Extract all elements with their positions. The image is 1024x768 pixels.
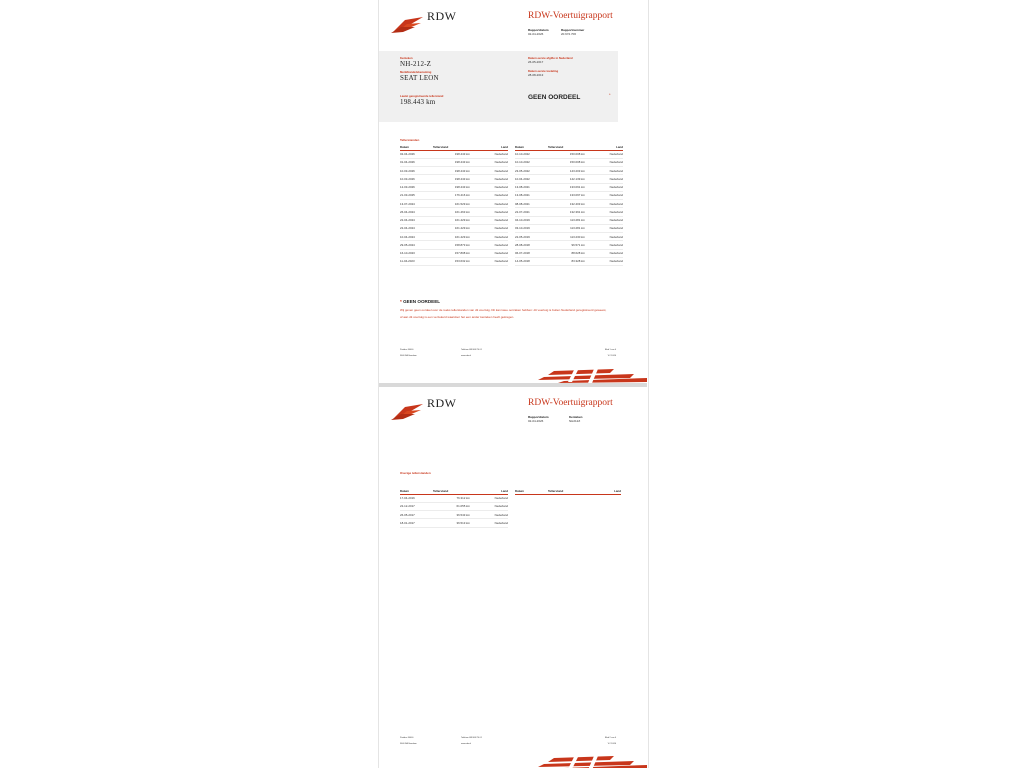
row-land: Nederland	[472, 158, 508, 166]
table-row	[400, 216, 508, 224]
row-date: 17-04-2016	[400, 494, 433, 502]
row-land: Nederland	[472, 208, 508, 216]
table-row	[515, 241, 623, 249]
tellerstanden-table-left: Datum Tellerstand Land 02-04-2026 198.443 km Nederland 01-04-2026 198.443 km Nederland 10-03-2026 198.443 km Nederland 10-03-2026 198.443 km Nederland 12-03-2026 198.443 km Nederland 21-03-2025 176.416 km Nederland 13-07-2024 161.529 km Nederland 26-04-2024 161.463 km Nederland 22-04-2024 161.429 km Nederland 22-04-2024 161.429 km Nederland 10-04-2024 161.429 km Nederland 29-05-2024 158.873 km Nederland 16-10-2023 157.808 km Nederland 11-04-2023 153.632 km Nederland	[400, 144, 508, 266]
footnote-title: * GEEN OORDEEL	[400, 299, 441, 304]
report-page-1	[379, 0, 647, 383]
row-date: 22-04-2024	[400, 216, 433, 224]
kenteken-label: Kenteken	[400, 56, 413, 60]
table-row	[515, 249, 623, 257]
table-row	[400, 183, 508, 191]
table-row	[400, 224, 508, 232]
table-row	[400, 233, 508, 241]
table-row	[515, 224, 623, 232]
row-land: Nederland	[587, 175, 623, 183]
row-date: 21-03-2025	[400, 191, 433, 199]
row-tellerstand: 133.091 km	[548, 183, 587, 191]
tellerstanden-table-right: Datum Tellerstand Land 10-10-2022 150.008 km Nederland 10-10-2022 150.008 km Nederland 23-05-2022 143.203 km Nederland 10-04-2022 142.139 km Nederland 13-08-2021 133.091 km Nederland 13-08-2021 133.097 km Nederland 08-08-2021 132.403 km Nederland 22-07-2021 132.391 km Nederland 04-10-2019 113.281 km Nederland 03-10-2019 113.281 km Nederland 22-05-2019 113.230 km Nederland 28-08-2018 96.571 km Nederland 06-07-2018 88.628 km Nederland 14-05-2018 83.328 km Nederland	[515, 144, 623, 266]
table-row	[400, 167, 508, 175]
row-tellerstand: 153.632 km	[433, 257, 472, 265]
footer-page-info: Blad 2 van 4 V.2 10/16	[605, 737, 617, 745]
row-tellerstand: 150.008 km	[548, 150, 587, 158]
row-date: 03-10-2019	[515, 224, 548, 232]
meta-report-number: Rapportnummer 20.972.706	[561, 28, 585, 37]
row-date: 22-04-2024	[400, 224, 433, 232]
row-date: 04-10-2019	[515, 216, 548, 224]
table-row	[400, 175, 508, 183]
table-row	[515, 183, 623, 191]
row-date: 02-04-2026	[400, 150, 433, 158]
kenteken-value: NH-212-Z	[400, 60, 432, 68]
row-date: 22-12-2017	[400, 502, 433, 510]
merk-label: Merk/Handelsbenaming	[400, 70, 432, 74]
row-land: Nederland	[587, 233, 623, 241]
row-land: Nederland	[587, 183, 623, 191]
table-row	[400, 150, 508, 158]
row-date: 10-04-2022	[515, 175, 548, 183]
row-land: Nederland	[587, 191, 623, 199]
row-tellerstand: 158.873 km	[433, 241, 472, 249]
eerste-afgifte-label: Datum eerste afgifte in Nederland	[528, 56, 573, 60]
oordeel-verdict: GEEN OORDEEL	[528, 94, 581, 101]
row-tellerstand: 157.808 km	[433, 249, 472, 257]
report-title: RDW-Voertuigrapport	[528, 398, 613, 408]
rdw-stripes-icon	[534, 756, 647, 768]
table-row	[515, 175, 623, 183]
row-date: 10-03-2026	[400, 175, 433, 183]
row-date: 10-10-2022	[515, 150, 548, 158]
row-land: Nederland	[472, 502, 508, 510]
row-land: Nederland	[472, 175, 508, 183]
table-row	[400, 158, 508, 166]
row-land: Nederland	[587, 257, 623, 265]
table-row	[515, 200, 623, 208]
row-date: 16-10-2023	[400, 249, 433, 257]
table-row	[515, 208, 623, 216]
meta-kenteken: Kenteken NH212Z	[569, 415, 583, 424]
row-tellerstand: 150.008 km	[548, 158, 587, 166]
row-tellerstand: 61.055 km	[433, 502, 472, 510]
table-row	[515, 257, 623, 265]
row-date: 06-07-2018	[515, 249, 548, 257]
rdw-logo-icon	[391, 401, 425, 421]
table-row	[400, 208, 508, 216]
table-row	[400, 519, 508, 527]
row-tellerstand: 161.429 km	[433, 233, 472, 241]
row-date: 23-05-2022	[515, 167, 548, 175]
row-tellerstand: 113.281 km	[548, 216, 587, 224]
row-land: Nederland	[472, 191, 508, 199]
overige-tellerstanden-title: Overige tellerstanden	[400, 471, 431, 475]
row-tellerstand: 113.281 km	[548, 224, 587, 232]
viewer-left-margin	[0, 0, 379, 768]
overige-table-left: Datum Tellerstand Land 17-04-2016 76.312 km Nederland 22-12-2017 61.055 km Nederland 26-05-2017 36.543 km Nederland 18-01-2017 36.513 km Nederland	[400, 488, 508, 528]
row-tellerstand: 113.230 km	[548, 233, 587, 241]
row-date: 13-08-2021	[515, 183, 548, 191]
row-date: 11-04-2023	[400, 257, 433, 265]
row-tellerstand: 76.312 km	[433, 494, 472, 502]
row-tellerstand: 198.443 km	[433, 158, 472, 166]
row-tellerstand: 133.097 km	[548, 191, 587, 199]
rdw-stripes-icon	[534, 369, 647, 383]
table-row	[400, 249, 508, 257]
row-land: Nederland	[587, 249, 623, 257]
row-land: Nederland	[472, 257, 508, 265]
row-land: Nederland	[472, 167, 508, 175]
row-tellerstand: 142.139 km	[548, 175, 587, 183]
vehicle-info-box	[379, 51, 618, 122]
footer-address: Postbus 30000 9640 RA Veendam	[400, 737, 417, 745]
table-row	[515, 191, 623, 199]
eerste-afgifte-value: 26-05-2017	[528, 60, 544, 64]
row-land: Nederland	[587, 216, 623, 224]
row-date: 29-05-2024	[400, 241, 433, 249]
row-tellerstand: 161.463 km	[433, 208, 472, 216]
row-date: 13-07-2024	[400, 200, 433, 208]
row-tellerstand: 198.443 km	[433, 183, 472, 191]
row-land: Nederland	[472, 241, 508, 249]
footer-address: Postbus 30000 9640 RA Veendam	[400, 349, 417, 357]
row-date: 26-04-2024	[400, 208, 433, 216]
row-tellerstand: 161.429 km	[433, 224, 472, 232]
row-date: 10-10-2022	[515, 158, 548, 166]
table-row	[515, 216, 623, 224]
table-row	[400, 191, 508, 199]
viewer-right-margin	[648, 0, 1024, 768]
row-tellerstand: 176.416 km	[433, 191, 472, 199]
eerste-toelating-value: 28-08-2013	[528, 73, 544, 77]
row-land: Nederland	[472, 249, 508, 257]
row-date: 12-03-2026	[400, 183, 433, 191]
row-land: Nederland	[472, 150, 508, 158]
oordeel-asterisk: *	[609, 92, 611, 97]
footer-contact: Telefoon 088 008 74 01 www.rdw.nl	[461, 349, 482, 357]
row-tellerstand: 198.443 km	[433, 150, 472, 158]
row-land: Nederland	[472, 216, 508, 224]
row-tellerstand: 143.203 km	[548, 167, 587, 175]
row-tellerstand: 88.628 km	[548, 249, 587, 257]
tellerstanden-title: Tellerstanden	[400, 138, 420, 142]
row-land: Nederland	[587, 200, 623, 208]
row-land: Nederland	[587, 241, 623, 249]
row-land: Nederland	[472, 494, 508, 502]
row-date: 14-05-2018	[515, 257, 548, 265]
overige-table-right: Datum Tellerstand Land	[515, 488, 621, 493]
table-row	[515, 233, 623, 241]
row-tellerstand: 198.443 km	[433, 167, 472, 175]
row-tellerstand: 83.328 km	[548, 257, 587, 265]
row-date: 13-08-2021	[515, 191, 548, 199]
row-date: 18-01-2017	[400, 519, 433, 527]
report-title: RDW-Voertuigrapport	[528, 11, 613, 21]
table-row	[400, 502, 508, 510]
rdw-logo-text: RDW	[427, 396, 457, 410]
row-tellerstand: 36.543 km	[433, 511, 472, 519]
row-land: Nederland	[587, 224, 623, 232]
laatste-tellerstand-value: 198.443 km	[400, 98, 436, 106]
footnote-text: Wij geven geen oordeel over de reeks tellerstanden van dit voertuig. Dit kan twee oorzaken hebben: dit voertuig is buiten Nederland geregistreerd geweest, of aan dit voertuig is een verzekerd waardoor het een ander kenteken heeft gekregen.	[400, 308, 607, 319]
row-land: Nederland	[472, 511, 508, 519]
footer-page-info: Blad 1 van 4 V.2 10/16	[605, 349, 617, 357]
row-land: Nederland	[472, 224, 508, 232]
table-row	[515, 158, 623, 166]
row-land: Nederland	[587, 167, 623, 175]
merk-value: SEAT LEON	[400, 74, 439, 82]
row-tellerstand: 161.529 km	[433, 200, 472, 208]
row-tellerstand: 132.391 km	[548, 208, 587, 216]
row-land: Nederland	[472, 200, 508, 208]
row-tellerstand: 36.513 km	[433, 519, 472, 527]
row-date: 10-03-2026	[400, 167, 433, 175]
row-date: 22-05-2019	[515, 233, 548, 241]
row-date: 22-07-2021	[515, 208, 548, 216]
meta-report-date: Rapportdatum 02-04-2026	[528, 415, 549, 424]
row-land: Nederland	[472, 183, 508, 191]
rdw-logo-text: RDW	[427, 9, 457, 23]
row-date: 08-08-2021	[515, 200, 548, 208]
row-date: 26-05-2017	[400, 511, 433, 519]
table-row	[400, 494, 508, 502]
table-row	[400, 200, 508, 208]
row-tellerstand: 198.443 km	[433, 175, 472, 183]
report-page-2	[379, 387, 647, 768]
table-row	[515, 150, 623, 158]
table-row	[515, 167, 623, 175]
row-tellerstand: 161.429 km	[433, 216, 472, 224]
eerste-toelating-label: Datum eerste toelating	[528, 69, 559, 73]
table-row	[400, 241, 508, 249]
row-date: 28-08-2018	[515, 241, 548, 249]
row-land: Nederland	[587, 150, 623, 158]
row-land: Nederland	[587, 208, 623, 216]
row-tellerstand: 132.403 km	[548, 200, 587, 208]
laatste-tellerstand-label: Laatst geregistreerde tellerstand	[400, 94, 444, 98]
row-tellerstand: 96.571 km	[548, 241, 587, 249]
row-date: 01-04-2026	[400, 158, 433, 166]
row-land: Nederland	[587, 158, 623, 166]
table-row	[400, 511, 508, 519]
table-row	[400, 257, 508, 265]
rdw-logo-icon	[391, 14, 425, 34]
footer-contact: Telefoon 088 008 74 01 www.rdw.nl	[461, 737, 482, 745]
row-date: 10-04-2024	[400, 233, 433, 241]
meta-report-date: Rapportdatum 02-04-2026	[528, 28, 549, 37]
row-land: Nederland	[472, 233, 508, 241]
row-land: Nederland	[472, 519, 508, 527]
